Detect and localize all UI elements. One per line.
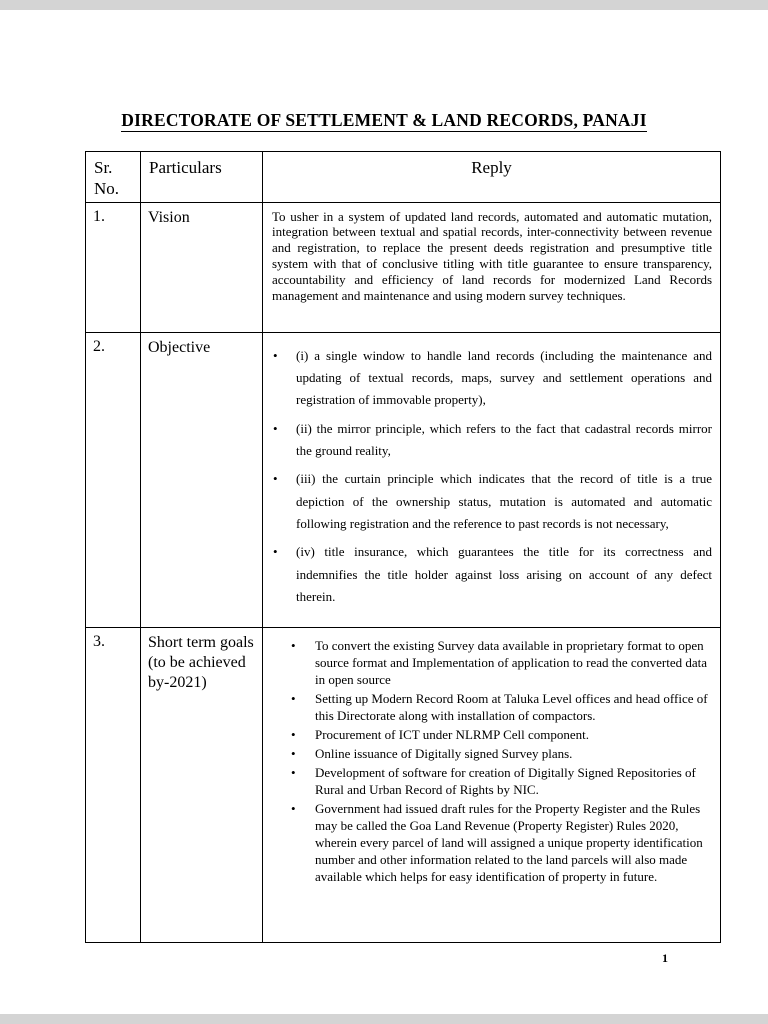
cell-particulars: Objective: [141, 332, 263, 627]
cell-sr-no: 2.: [86, 332, 141, 627]
header-particulars: Particulars: [141, 152, 263, 203]
objective-bullet-list: [272, 345, 712, 609]
cell-sr-no: 3.: [86, 627, 141, 942]
records-table: [85, 151, 721, 943]
cell-particulars: Vision: [141, 202, 263, 332]
bullet-item: • (iv) title insurance, which guarantees the title for its correctness and indemnifies the title holder against loss arising on account of any defect therein.: [272, 541, 712, 608]
bullet-item: • Development of software for creation of Digitally Signed Repositories of Rural and Urban Record of Rights by NIC.: [290, 764, 712, 798]
cell-reply: [263, 627, 721, 942]
bullet-item: • Government had issued draft rules for the Property Register and the Rules may be called the Goa Land Revenue (Property Register) Rules 2020, wherein every parcel of land will assigned a unique property identification number and other information related to the land parcels will also made available which helps for easy identification of property in future.: [290, 800, 712, 885]
bullet-item: • Setting up Modern Record Room at Taluka Level offices and head office of this Directorate along with installation of compactors.: [290, 690, 712, 724]
vision-paragraph: To usher in a system of updated land records, automated and automatic mutation, integration between textual and spatial records, inter-connectivity between revenue and registration, to replace the present deeds registration and presumptive title system with that of conclusive titling with title guarantee to ensure transparency, accountability and efficiency of land records for modernized Land Records management and maintenance and using modern survey techniques.: [272, 208, 712, 304]
bullet-item: • (iii) the curtain principle which indicates that the record of title is a true depiction of the ownership status, mutation is automated and automatic following registration and the reference to past records is not necessary,: [272, 468, 712, 535]
document-title: [0, 110, 768, 131]
bullet-item: • To convert the existing Survey data available in proprietary format to open source format and Implementation of application to read the converted data in open source: [290, 637, 712, 688]
bullet-item: • Procurement of ICT under NLRMP Cell component.: [290, 726, 712, 743]
header-reply: Reply: [263, 152, 721, 203]
table-row-short-term-goals: [86, 627, 721, 942]
viewer-edge-bottom: [0, 1014, 768, 1024]
cell-reply: [263, 332, 721, 627]
bullet-item: • (ii) the mirror principle, which refers to the fact that cadastral records mirror the ground reality,: [272, 418, 712, 463]
cell-particulars: Short term goals (to be achieved by-2021): [141, 627, 263, 942]
header-sr-no: Sr. No.: [86, 152, 141, 203]
cell-sr-no: 1.: [86, 202, 141, 332]
table-header-row: [86, 152, 721, 203]
document-page: [0, 10, 768, 1014]
table-row-objective: [86, 332, 721, 627]
viewer-edge-top: [0, 0, 768, 10]
page-number: 1: [662, 951, 668, 965]
cell-reply: [263, 202, 721, 332]
bullet-item: • (i) a single window to handle land records (including the maintenance and updating of textual records, maps, survey and settlement operations and registration of immovable property),: [272, 345, 712, 412]
bullet-item: • Online issuance of Digitally signed Survey plans.: [290, 745, 712, 762]
goals-bullet-list: [290, 637, 712, 885]
table-row-vision: [86, 202, 721, 332]
document-title-text: DIRECTORATE OF SETTLEMENT & LAND RECORDS, PANAJI: [121, 110, 647, 130]
